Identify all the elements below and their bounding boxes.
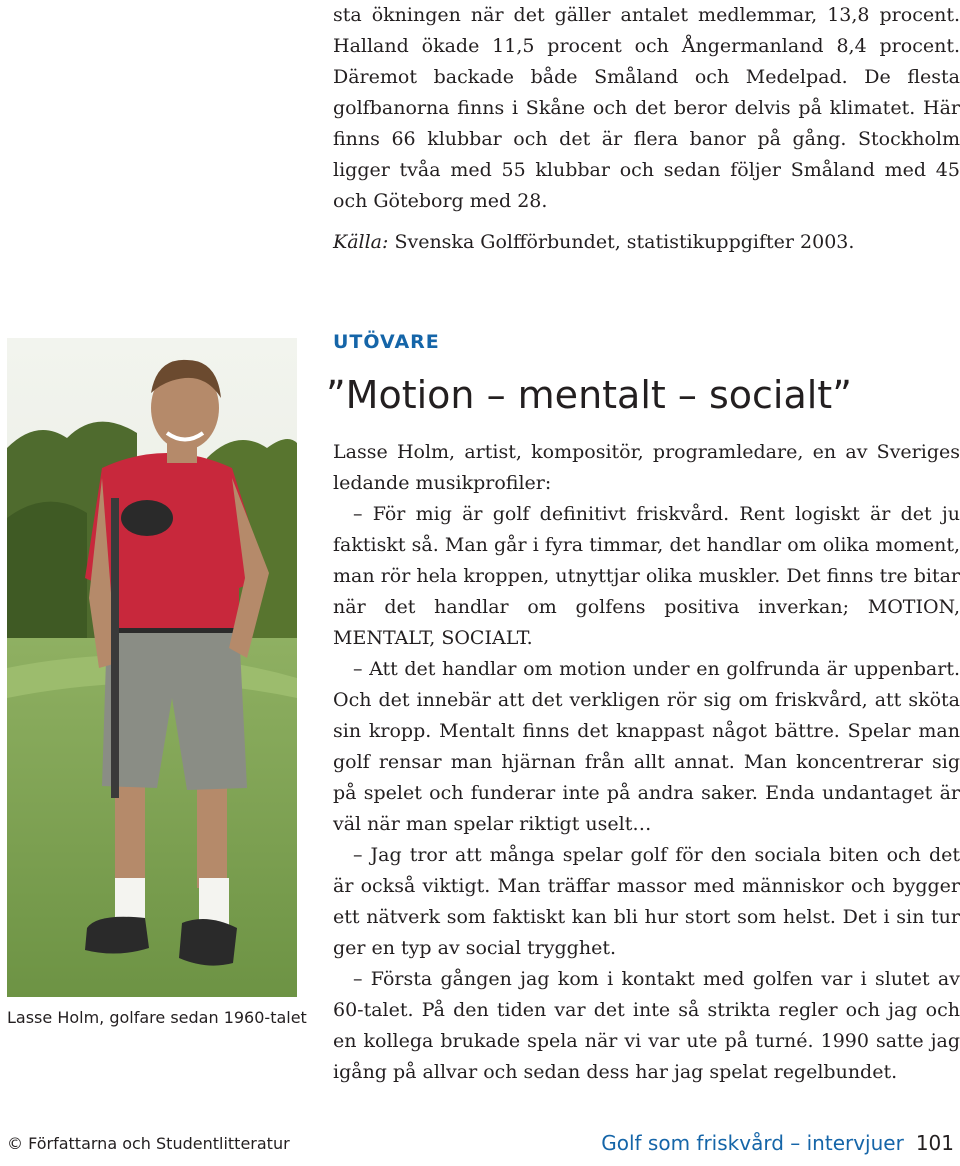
interview-intro: Lasse Holm, artist, kompositör, programledare, en av Sveriges ledande musikprofiler:	[333, 441, 960, 494]
interview-paragraph-3: – Jag tror att många spelar golf för den sociala biten och det är också viktigt. Man träffar massor med människor och bygger ett nätverk som faktiskt kan bli hur stort som helst. Det i sin tur ger en typ av social trygghet.	[333, 844, 960, 959]
interview-paragraph-1: – För mig är golf definitivt friskvård. Rent logiskt är det ju faktiskt så. Man går i fyra timmar, det handlar om olika moment, man rör hela kroppen, utnyttjar olika muskler. Det finns tre bitar när det handlar om golfens positiva inverkan; MOTION, MENTALT, SOCIALT.	[333, 503, 960, 649]
page-number: 101	[915, 1131, 954, 1155]
photo-caption: Lasse Holm, golfare sedan 1960-talet	[7, 1008, 307, 1027]
running-footer	[601, 1131, 954, 1155]
book-title: Golf som friskvård – intervjuer	[601, 1131, 904, 1155]
section-label: UTÖVARE	[333, 331, 440, 353]
article-headline: ”Motion – mentalt – socialt”	[326, 373, 852, 417]
source-line	[333, 227, 960, 258]
statistics-paragraph: sta ökningen när det gäller antalet medlemmar, 13,8 procent. Halland ökade 11,5 procent och Ångermanland 8,4 procent. Däremot backade både Småland och Medelpad. De flesta golfbanorna finns i Skåne och det beror delvis på klimatet. Här finns 66 klubbar och det är flera banor på gång. Stockholm ligger tvåa med 55 klubbar och sedan följer Småland med 45 och Göteborg med 28.	[333, 4, 960, 212]
page-footer	[0, 1131, 960, 1161]
copyright-notice: © Författarna och Studentlitteratur	[7, 1134, 290, 1153]
golfer-photo	[7, 338, 297, 997]
interview-paragraph-4: – Första gången jag kom i kontakt med golfen var i slutet av 60-talet. På den tiden var det inte så strikta regler och jag och en kollega brukade spela när vi var ute på turné. 1990 satte jag igång på allvar och sedan dess har jag spelat regelbundet.	[333, 968, 960, 1083]
interview-paragraph-2: – Att det handlar om motion under en golfrunda är uppenbart. Och det innebär att det verkligen rör sig om friskvård, att sköta sin kropp. Mentalt finns det knappast något bättre. Spelar man golf rensar man hjärnan från allt annat. Man koncentrerar sig på spelet och funderar inte på andra saker. Enda undantaget är väl när man spelar riktigt uselt…	[333, 658, 960, 835]
source-text: Svenska Golfförbundet, statistikuppgifter 2003.	[388, 231, 855, 253]
source-label: Källa:	[333, 231, 389, 253]
interview-text	[333, 437, 960, 1088]
intro-text-block	[333, 0, 960, 258]
